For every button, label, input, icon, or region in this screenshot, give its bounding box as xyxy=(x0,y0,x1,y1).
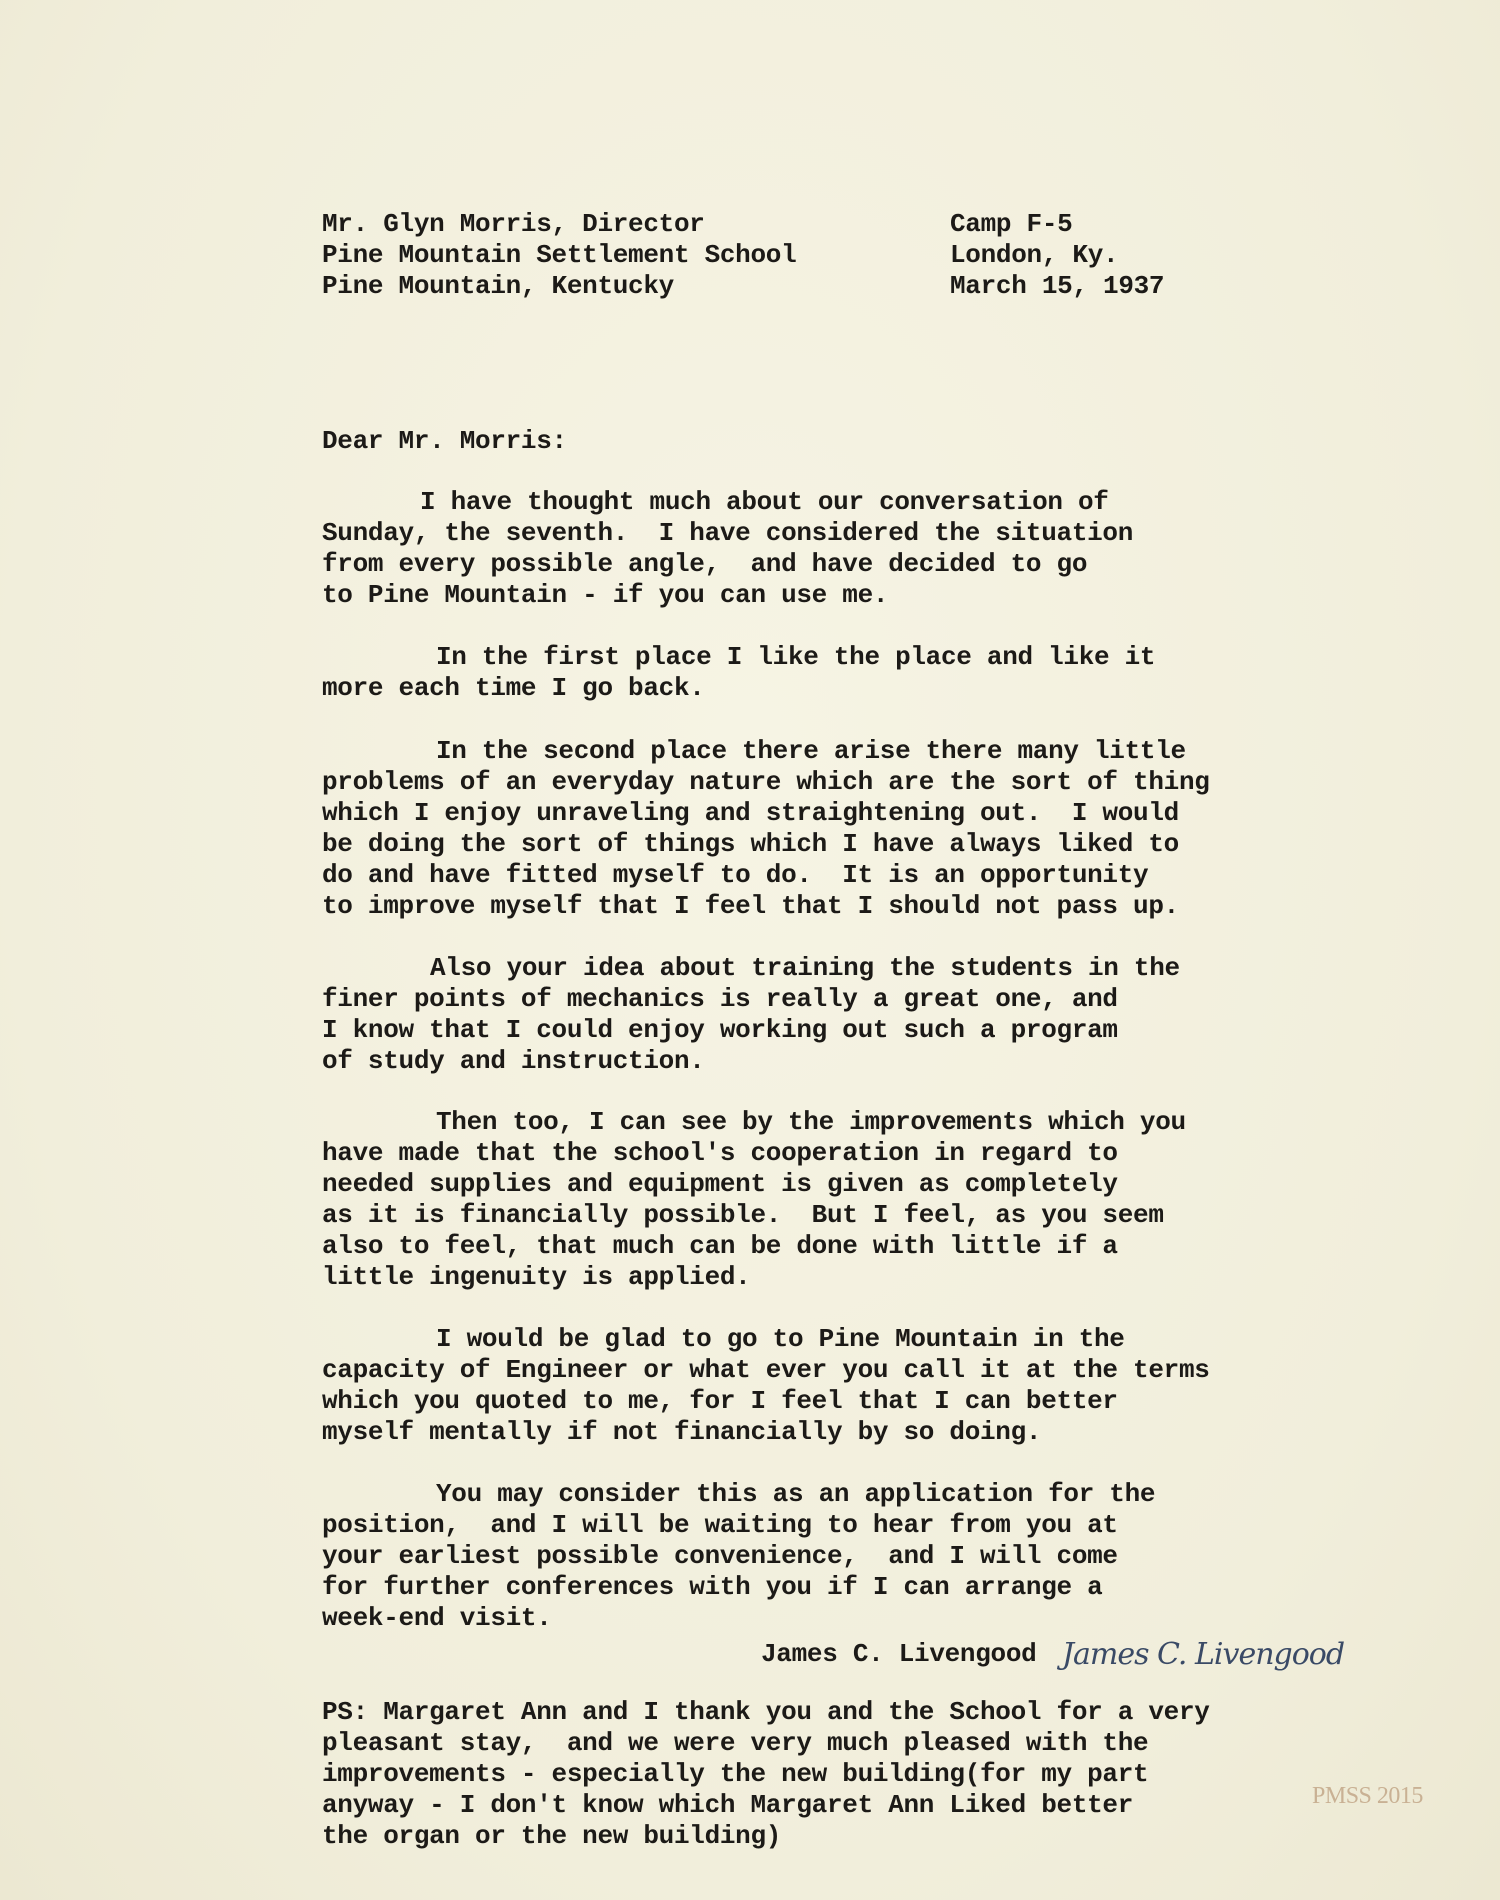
text-line: I would be glad to go to Pine Mountain in the xyxy=(436,1324,1125,1354)
text-line: which you quoted to me, for I feel that I can better xyxy=(322,1386,1118,1416)
text-line: the organ or the new building) xyxy=(322,1821,782,1851)
text-line: which I enjoy unraveling and straightening out. I would xyxy=(322,798,1179,828)
text-line: problems of an everyday nature which are the sort of thing xyxy=(322,767,1210,797)
text-line: capacity of Engineer or what ever you call it at the terms xyxy=(322,1355,1210,1385)
text-line: be doing the sort of things which I have always liked to xyxy=(322,829,1179,859)
paragraph xyxy=(322,736,1210,922)
text-line: Pine Mountain, Kentucky xyxy=(322,271,674,301)
text-line: from every possible angle, and have decided to go xyxy=(322,549,1088,579)
text-line: week-end visit. xyxy=(322,1603,552,1633)
paragraph xyxy=(322,487,1133,611)
text-line: also to feel, that much can be done with little if a xyxy=(322,1231,1118,1261)
text-line: anyway - I don't know which Margaret Ann Liked better xyxy=(322,1790,1134,1820)
text-line: your earliest possible convenience, and I will come xyxy=(322,1541,1118,1571)
text-line: London, Ky. xyxy=(950,240,1119,270)
text-line: Camp F-5 xyxy=(950,209,1073,239)
text-line: In the first place I like the place and like it xyxy=(436,642,1156,672)
postscript xyxy=(322,1697,1210,1852)
text-line: Then too, I can see by the improvements which you xyxy=(436,1107,1186,1137)
text-line: PS: Margaret Ann and I thank you and the School for a very xyxy=(322,1697,1210,1727)
text-line: improvements - especially the new building(for my part xyxy=(322,1759,1149,1789)
text-line: I have thought much about our conversation of xyxy=(420,487,1109,517)
text-line: have made that the school's cooperation in regard to xyxy=(322,1138,1118,1168)
sender-address xyxy=(950,209,1164,302)
paragraph xyxy=(322,642,1155,704)
paragraph xyxy=(322,953,1180,1077)
text-line: Pine Mountain Settlement School xyxy=(322,240,797,270)
text-line: You may consider this as an application for the xyxy=(436,1479,1156,1509)
text-line: for further conferences with you if I can arrange a xyxy=(322,1572,1103,1602)
text-line: I know that I could enjoy working out such a program xyxy=(322,1015,1118,1045)
salutation: Dear Mr. Morris: xyxy=(322,426,567,456)
text-line: needed supplies and equipment is given as completely xyxy=(322,1169,1118,1199)
text-line: In the second place there arise there many little xyxy=(436,736,1186,766)
text-line: do and have fitted myself to do. It is an opportunity xyxy=(322,860,1149,890)
text-line: myself mentally if not financially by so doing. xyxy=(322,1417,1042,1447)
text-line: position, and I will be waiting to hear from you at xyxy=(322,1510,1118,1540)
text-line: Also your idea about training the students in the xyxy=(430,953,1180,983)
paragraph xyxy=(322,1479,1155,1634)
text-line: as it is financially possible. But I feel, as you seem xyxy=(322,1200,1164,1230)
text-line: Sunday, the seventh. I have considered the situation xyxy=(322,518,1134,548)
text-line: pleasant stay, and we were very much pleased with the xyxy=(322,1728,1149,1758)
archive-watermark: PMSS 2015 xyxy=(1312,1783,1423,1809)
text-line: of study and instruction. xyxy=(322,1046,705,1076)
paragraph xyxy=(322,1324,1210,1448)
typed-signature: James C. Livengood xyxy=(761,1639,1037,1669)
text-line: March 15, 1937 xyxy=(950,271,1165,301)
handwritten-signature: James C. Livengood xyxy=(1062,1637,1345,1672)
text-line: Mr. Glyn Morris, Director xyxy=(322,209,705,239)
text-line: finer points of mechanics is really a great one, and xyxy=(322,984,1118,1014)
text-line: little ingenuity is applied. xyxy=(322,1262,751,1292)
text-line: to Pine Mountain - if you can use me. xyxy=(322,580,889,610)
paragraph xyxy=(322,1107,1186,1293)
recipient-address xyxy=(322,209,796,302)
text-line: to improve myself that I feel that I should not pass up. xyxy=(322,891,1179,921)
text-line: more each time I go back. xyxy=(322,673,705,703)
